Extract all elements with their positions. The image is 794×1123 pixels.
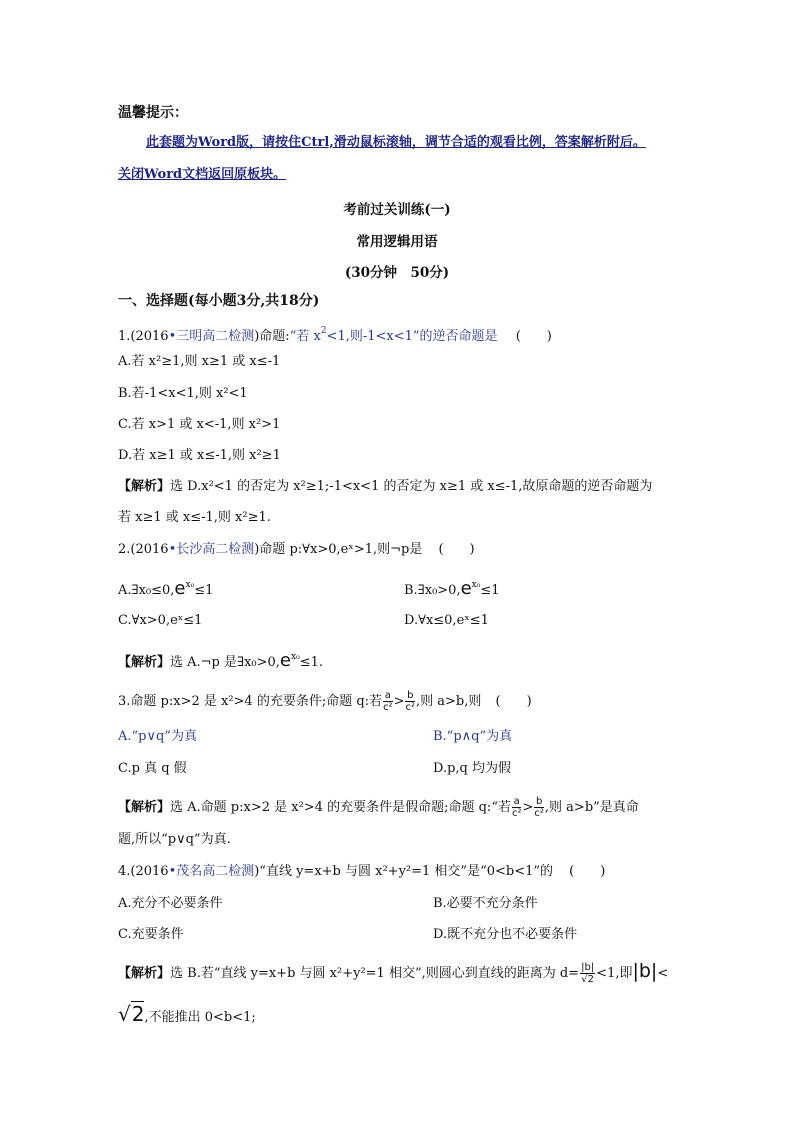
section-heading: 一、选择题(每小题3分,共18分): [118, 293, 320, 309]
q3-stem: 3.命题 p:x>2 是 x²>4 的充要条件;命题 q:若 $\frac{a}{\text{c²}}$ > $\frac{b}{\text{c²}}$ ,则 a>b,则 ( ): [118, 690, 532, 713]
q1-answer-blank: ( ): [515, 329, 552, 344]
q3-analysis-frac-a-num: a: [513, 796, 520, 807]
q2-option-d: D.∀x≤0,eˣ≤1: [404, 613, 489, 628]
q1-option-c: C.若 x>1 或 x<-1,则 x²>1: [118, 417, 281, 432]
q1-stem-mid: )命题:: [254, 329, 290, 344]
q2-option-a-post: ≤1: [194, 583, 214, 598]
q4-stem-prefix: 4.(2016: [118, 864, 169, 879]
q3-frac-b-num: b: [407, 690, 414, 701]
q1-analysis-text: 选 D.x²<1 的否定为 x²≥1;-1<x<1 的否定为 x≥1 或 x≤-1,故原命题的逆否命题为: [170, 479, 653, 494]
q4-sqrt-symbol: √: [118, 1002, 131, 1026]
q3-answer-blank: ( ): [495, 694, 532, 709]
q3-frac-a-den: c²: [383, 702, 393, 713]
q3-analysis-pre: 选 A.命题 p:x>2 是 x²>4 的充要条件是假命题;命题 q:“若: [170, 800, 511, 815]
q1-condition: <1,则-1<x<1”的逆否命题是: [326, 329, 498, 344]
q1-option-a: A.若 x²≥1,则 x≥1 或 x≤-1: [118, 354, 281, 369]
q1-option-b: B.若-1<x<1,则 x²<1: [118, 386, 248, 401]
q1-stem: [118, 322, 552, 346]
page-title: 考前过关训练(一): [343, 202, 451, 218]
q2-answer-blank: ( ): [438, 542, 475, 557]
q3-frac-a-num: a: [384, 690, 391, 701]
time-limit: (30分钟 50分): [344, 265, 450, 281]
q3-frac-b-den: c²: [405, 702, 415, 713]
q2-analysis-tag: 【解析】: [118, 655, 171, 670]
q2-analysis-e: e: [279, 650, 291, 671]
q3-option-a-text: A.“p∨q”为真: [118, 729, 197, 744]
q3-analysis-fraction-a: [512, 796, 522, 819]
q4-stem-rest: )“直线 y=x+b 与圆 x²+y²=1 相交”是“0<b<1”的: [254, 864, 554, 879]
q1-source: •三明高二检测: [168, 329, 255, 344]
q2-option-a-exp: x₀: [185, 580, 195, 590]
q2-stem-rest: )命题 p:∀x>0,eˣ>1,则¬p是: [254, 542, 423, 557]
q3-stem-post: ,则 a>b,则: [416, 694, 482, 709]
q3-fraction-a: [383, 690, 393, 713]
q2-option-b-e: e: [460, 578, 472, 599]
q1-option-d: D.若 x≥1 或 x≤-1,则 x²≥1: [118, 448, 281, 463]
q4-answer-blank: ( ): [569, 864, 606, 879]
q2-option-b: [404, 576, 500, 600]
q3-analysis-fraction-b: [534, 796, 544, 819]
q4-analysis-mid: <1,即: [596, 966, 633, 981]
q4-frac-num: |b|: [581, 962, 595, 973]
q2-option-a-pre: A.∃x₀≤0,: [118, 583, 175, 598]
q1-quote: “若 x: [289, 329, 321, 344]
q3-option-c-text: C.p 真 q 假: [118, 761, 187, 776]
q3-analysis-tag: 【解析】: [118, 800, 171, 815]
q2-option-a-e: e: [174, 578, 186, 599]
q4-option-d: D.既不充分也不必要条件: [433, 927, 578, 942]
q2-stem-prefix: 2.(2016: [118, 542, 169, 557]
q1-superscript: 2: [320, 326, 327, 336]
q4-analysis-tag: 【解析】: [118, 966, 171, 981]
q3-option-d: D.p,q 均为假: [433, 761, 512, 776]
q4-abs-b: |b|: [632, 960, 658, 982]
q1-analysis-line-2: 若 x≥1 或 x≤-1,则 x²≥1.: [118, 510, 271, 525]
q2-source: •长沙高二检测: [168, 542, 255, 557]
q4-option-a-text: A.充分不必要条件: [118, 896, 223, 911]
q1-analysis-line-1: [118, 478, 652, 496]
q2-analysis-exp: x₀: [291, 652, 300, 662]
q3-stem-pre: 3.命题 p:x>2 是 x²>4 的充要条件;命题 q:若: [118, 694, 383, 709]
page-subtitle: 常用逻辑用语: [356, 234, 438, 250]
q2-option-c: [118, 612, 489, 630]
q4-sqrt-two: [118, 1001, 144, 1026]
q3-analysis-line-2: 题,所以“p∨q”为真.: [118, 832, 231, 847]
q3-analysis-frac-b-den: c²: [534, 808, 544, 819]
q4-less-than: <: [657, 966, 669, 981]
q4-option-b: B.必要不充分条件: [433, 896, 538, 911]
q3-analysis-line-1: 【解析】选 A.命题 p:x>2 是 x²>4 的充要条件是假命题;命题 q:“若 $\frac{a}{\text{c²}}$ > $\frac{b}{\text{c²}}$ ,则 a>b”是真命: [118, 796, 639, 819]
q4-stem: [118, 863, 605, 881]
q4-analysis-line-2-text: ,不能推出 0<b<1;: [144, 1010, 256, 1025]
q3-option-b: B.“p∧q”为真: [433, 729, 513, 744]
q2-analysis-pre: 选 A.¬p 是∃x₀>0,: [170, 655, 280, 670]
q3-analysis-frac-b-num: b: [535, 796, 543, 807]
q3-fraction-b: [405, 690, 415, 713]
q2-stem: [118, 541, 475, 559]
q4-analysis-line-1: [118, 962, 668, 985]
q3-option-a: [118, 728, 513, 746]
tip-line-2: 关闭Word文档返回原板块。: [118, 167, 287, 182]
q2-option-b-post: ≤1: [480, 583, 500, 598]
q3-analysis-post: ,则 a>b”是真命: [544, 800, 639, 815]
q4-analysis-line-2: [118, 1002, 256, 1027]
q1-analysis-tag: 【解析】: [118, 479, 171, 494]
q1-stem-prefix: 1.(2016: [118, 329, 169, 344]
q2-option-b-pre: B.∃x₀>0,: [404, 583, 461, 598]
q4-frac-den: √2: [581, 974, 594, 985]
q4-option-a: [118, 895, 538, 913]
q4-sqrt-value: 2: [131, 1002, 145, 1026]
q3-option-c: [118, 760, 512, 778]
q4-analysis-pre: 选 B.若“直线 y=x+b 与圆 x²+y²=1 相交”,则圆心到直线的距离为 d=: [170, 966, 580, 981]
q4-source: •茂名高二检测: [168, 864, 255, 879]
q4-distance-fraction: [580, 962, 595, 985]
tip-title: 温馨提示：: [118, 105, 188, 121]
q2-option-c-text: C.∀x>0,eˣ≤1: [118, 613, 203, 628]
q2-analysis: [118, 648, 323, 672]
q4-option-c-text: C.充要条件: [118, 927, 184, 942]
tip-line-1: 此套题为Word版，请按住Ctrl,滑动鼠标滚轴，调节合适的观看比例，答案解析附后。: [146, 135, 646, 150]
q2-analysis-post: ≤1.: [299, 655, 323, 670]
q4-option-c: [118, 926, 578, 944]
q3-analysis-frac-a-den: c²: [511, 808, 522, 819]
q2-option-b-exp: x₀: [471, 580, 481, 590]
